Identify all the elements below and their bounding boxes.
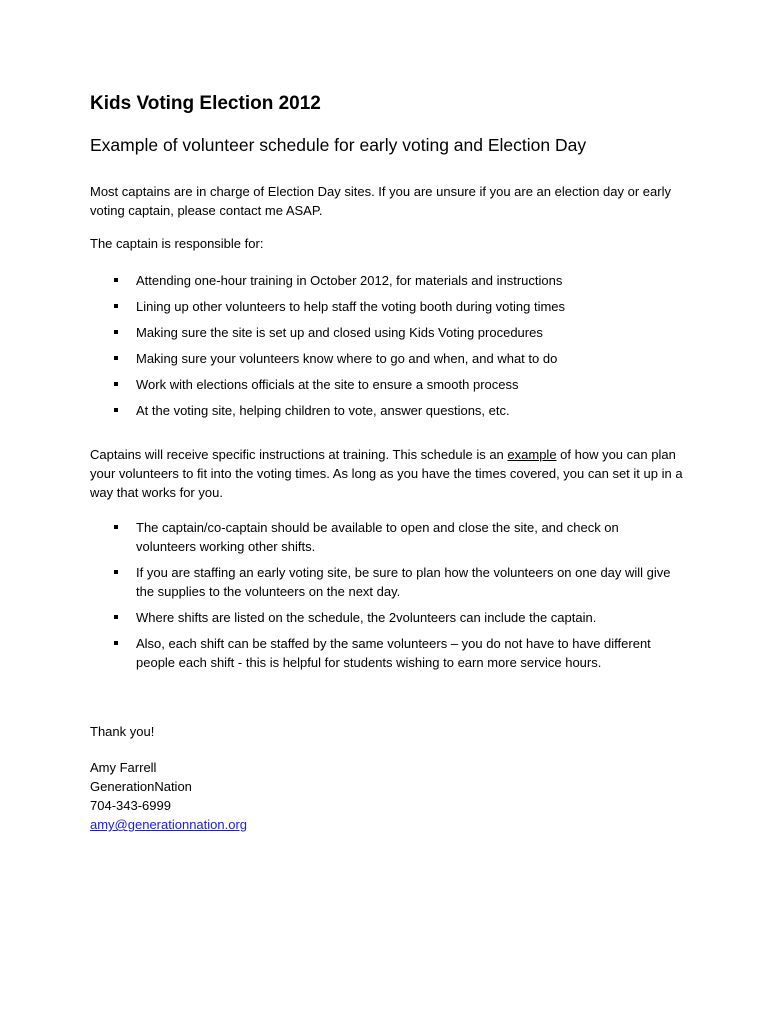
signature-block [90, 758, 690, 834]
list-item [112, 518, 672, 556]
list-item [112, 401, 672, 420]
bullet-icon [114, 356, 118, 360]
list-item [112, 297, 672, 316]
training-text-start: Captains will receive specific instructions at training. This schedule is an [90, 447, 508, 462]
list-item-text: At the voting site, helping children to vote, answer questions, etc. [136, 403, 510, 418]
signature-phone: 704-343-6999 [90, 798, 171, 813]
bullet-icon [114, 525, 118, 529]
email-link[interactable]: amy@generationnation.org [90, 817, 248, 832]
training-text-end: of how you can plan your volunteers to fit into the voting times. As long as you have the times covered, you can set it up in a way that works for you. [90, 447, 683, 500]
document-title: Kids Voting Election 2012 [90, 93, 321, 114]
bullet-icon [114, 641, 118, 645]
list-item [112, 563, 672, 601]
list-item [112, 608, 672, 627]
bullet-icon [114, 304, 118, 308]
bullet-icon [114, 382, 118, 386]
list-item [112, 349, 672, 368]
bullet-icon [114, 330, 118, 334]
list-item [112, 323, 672, 342]
list-item-text: Work with elections officials at the site to ensure a smooth process [136, 377, 519, 392]
responsibilities-list [112, 271, 672, 420]
list-item-text: Also, each shift can be staffed by the same volunteers – you do not have to have different people each shift - this is helpful for students wishing to earn more service hours. [136, 636, 651, 670]
bullet-icon [114, 570, 118, 574]
bullet-icon [114, 615, 118, 619]
list-item-text: Making sure your volunteers know where to go and when, and what to do [136, 351, 558, 366]
responsible-heading: The captain is responsible for: [90, 236, 264, 251]
training-paragraph [90, 445, 690, 502]
signature-organization: GenerationNation [90, 779, 192, 794]
list-item [112, 271, 672, 290]
list-item-text: If you are staffing an early voting site, be sure to plan how the volunteers on one day will give the supplies to the volunteers on the next day. [136, 565, 671, 599]
bullet-icon [114, 408, 118, 412]
list-item-text: Attending one-hour training in October 2012, for materials and instructions [136, 273, 563, 288]
closing-text: Thank you! [90, 724, 155, 739]
bullet-icon [114, 278, 118, 282]
signature-name: Amy Farrell [90, 760, 157, 775]
list-item-text: The captain/co-captain should be available to open and close the site, and check on volunteers working other shifts. [136, 520, 619, 554]
notes-list [112, 518, 672, 672]
list-item-text: Lining up other volunteers to help staff the voting booth during voting times [136, 299, 566, 314]
list-item-text: Making sure the site is set up and closed using Kids Voting procedures [136, 325, 543, 340]
list-item-text: Where shifts are listed on the schedule, the 2volunteers can include the captain. [136, 610, 597, 625]
list-item [112, 375, 672, 394]
document-subtitle: Example of volunteer schedule for early voting and Election Day [90, 135, 587, 155]
intro-paragraph: Most captains are in charge of Election Day sites. If you are unsure if you are an election day or early voting captain, please contact me ASAP. [90, 184, 671, 218]
list-item [112, 634, 672, 672]
training-emphasis: example [507, 447, 557, 462]
